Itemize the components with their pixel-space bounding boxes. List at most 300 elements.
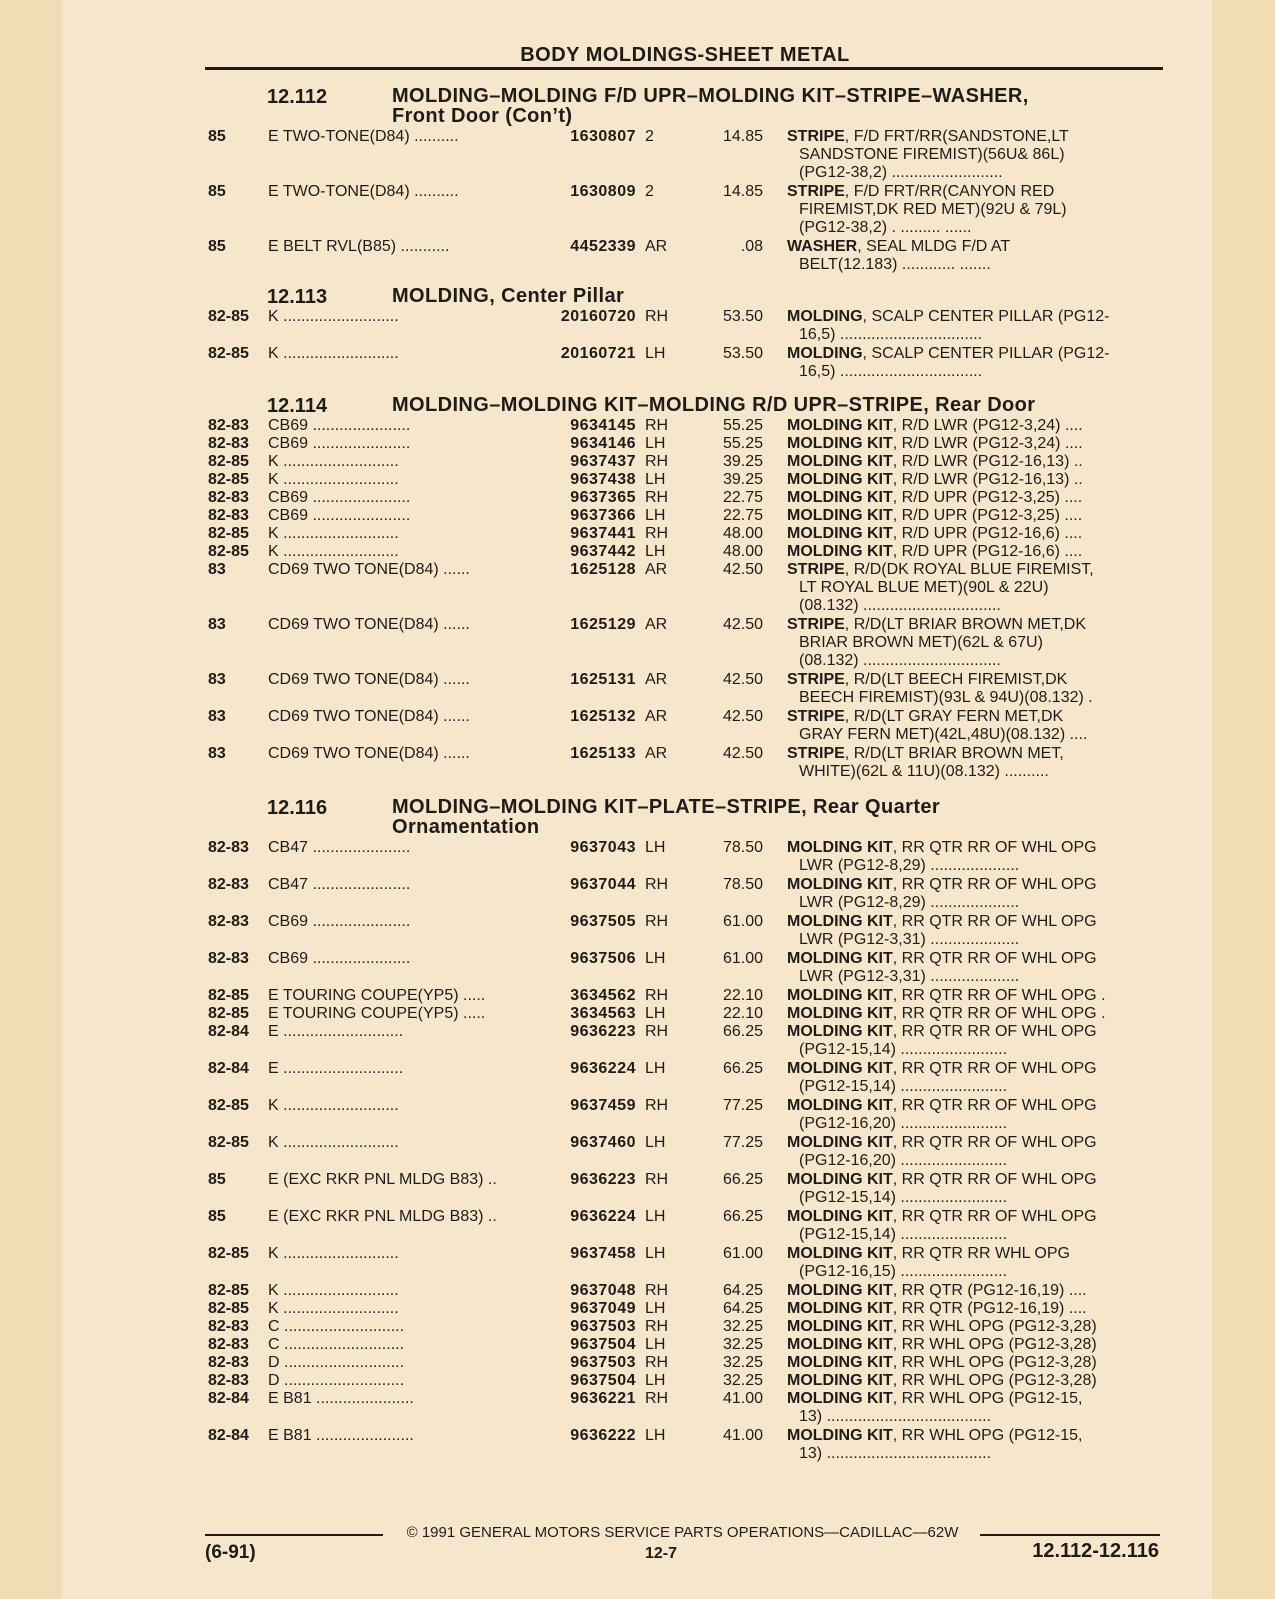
quantity: 2 — [645, 128, 654, 145]
price: 32.25 — [722, 1318, 763, 1335]
part-number: 1625131 — [570, 671, 636, 688]
quantity: LH — [645, 1208, 666, 1225]
part-number: 9637366 — [570, 507, 636, 524]
part-number: 9637048 — [570, 1282, 636, 1299]
quantity: RH — [645, 525, 669, 542]
section-title-line: Front Door (Con’t) — [392, 105, 573, 127]
model-code: C ........................... — [268, 1318, 405, 1335]
part-row — [205, 1097, 1165, 1133]
model-code: CB69 ...................... — [268, 489, 411, 506]
section-title — [392, 286, 1165, 306]
quantity: RH — [645, 489, 669, 506]
part-description — [787, 345, 1159, 381]
footer-date-code: (6-91) — [205, 1542, 256, 1563]
part-number: 9637504 — [570, 1372, 636, 1389]
quantity: RH — [645, 1171, 669, 1188]
model-year: 82-83 — [208, 507, 249, 524]
part-number: 1625128 — [570, 561, 636, 578]
description-line: MOLDING KIT, RR QTR RR OF WHL OPG — [787, 1097, 1097, 1114]
part-description — [787, 1427, 1159, 1463]
description-line: STRIPE, R/D(LT GRAY FERN MET,DK — [787, 708, 1064, 725]
model-code: E TWO-TONE(D84) .......... — [268, 183, 459, 200]
model-code: K .......................... — [268, 1300, 399, 1317]
part-description — [787, 543, 1159, 561]
quantity: LH — [645, 543, 666, 560]
model-code: CD69 TWO TONE(D84) ...... — [268, 561, 470, 578]
description-line: MOLDING KIT, RR QTR RR OF WHL OPG — [787, 1060, 1097, 1077]
part-row — [205, 543, 1165, 561]
description-line: (PG12-15,14) ........................ — [799, 1226, 1008, 1243]
section-title — [392, 395, 1165, 415]
part-description — [787, 913, 1159, 949]
description-line: MOLDING KIT, RR WHL OPG (PG12-3,28) — [787, 1372, 1097, 1389]
model-code: C ........................... — [268, 1336, 405, 1353]
part-number: 9637043 — [570, 839, 636, 856]
quantity: RH — [645, 987, 669, 1004]
model-code: D ........................... — [268, 1354, 405, 1371]
section-title-line: MOLDING–MOLDING F/D UPR–MOLDING KIT–STRIPE–WASHER, — [392, 85, 1029, 107]
part-row — [205, 183, 1165, 237]
description-line: (08.132) ............................... — [799, 597, 1001, 614]
part-row — [205, 1336, 1165, 1354]
price: 61.00 — [722, 950, 763, 967]
model-year: 82-85 — [208, 525, 249, 542]
quantity: RH — [645, 308, 669, 325]
quantity: AR — [645, 745, 668, 762]
part-row — [205, 1282, 1165, 1300]
section-title — [392, 797, 1165, 837]
section-number: 12.116 — [267, 797, 328, 819]
section-number: 12.113 — [267, 286, 328, 308]
price: 42.50 — [722, 708, 763, 725]
quantity: RH — [645, 876, 669, 893]
description-line: (08.132) ............................... — [799, 652, 1001, 669]
part-row — [205, 435, 1165, 453]
model-code: E ........................... — [268, 1023, 404, 1040]
part-description — [787, 708, 1159, 744]
description-line: (PG12-15,14) ........................ — [799, 1078, 1008, 1095]
description-line: MOLDING KIT, RR QTR RR OF WHL OPG . — [787, 987, 1106, 1004]
model-year: 82-83 — [208, 489, 249, 506]
section-number: 12.114 — [267, 395, 328, 417]
model-year: 85 — [208, 128, 226, 145]
price: 61.00 — [722, 1245, 763, 1262]
description-line: MOLDING KIT, RR WHL OPG (PG12-15, — [787, 1427, 1083, 1444]
model-code: E (EXC RKR PNL MLDG B83) .. — [268, 1208, 497, 1225]
model-code: E TOURING COUPE(YP5) ..... — [268, 987, 486, 1004]
part-number: 9637503 — [570, 1354, 636, 1371]
part-row — [205, 1245, 1165, 1281]
price: 42.50 — [722, 616, 763, 633]
model-code: D ........................... — [268, 1372, 405, 1389]
price: 64.25 — [722, 1300, 763, 1317]
part-number: 9636221 — [570, 1390, 636, 1407]
description-line: STRIPE, R/D(LT BEECH FIREMIST,DK — [787, 671, 1068, 688]
model-year: 82-83 — [208, 950, 249, 967]
quantity: LH — [645, 507, 666, 524]
price: 41.00 — [722, 1427, 763, 1444]
part-description — [787, 471, 1159, 489]
part-description — [787, 489, 1159, 507]
description-line: MOLDING, SCALP CENTER PILLAR (PG12- — [787, 308, 1110, 325]
description-line: LWR (PG12-3,31) .................... — [799, 931, 1020, 948]
description-line: MOLDING KIT, RR QTR RR OF WHL OPG — [787, 839, 1097, 856]
quantity: RH — [645, 1097, 669, 1114]
model-code: K .......................... — [268, 453, 399, 470]
model-year: 82-84 — [208, 1023, 249, 1040]
quantity: LH — [645, 1336, 666, 1353]
part-number: 9636223 — [570, 1171, 636, 1188]
description-line: MOLDING KIT, RR QTR RR WHL OPG — [787, 1245, 1070, 1262]
part-description — [787, 876, 1159, 912]
price: 41.00 — [722, 1390, 763, 1407]
price: 32.25 — [722, 1372, 763, 1389]
part-row — [205, 345, 1165, 381]
model-year: 82-85 — [208, 471, 249, 488]
description-line: MOLDING KIT, RR QTR RR OF WHL OPG — [787, 1208, 1097, 1225]
quantity: LH — [645, 1245, 666, 1262]
price: 39.25 — [722, 471, 763, 488]
part-description — [787, 1097, 1159, 1133]
price: 42.50 — [722, 561, 763, 578]
model-code: K .......................... — [268, 1097, 399, 1114]
model-code: K .......................... — [268, 1245, 399, 1262]
description-line: MOLDING KIT, R/D UPR (PG12-16,6) .... — [787, 525, 1083, 542]
part-number: 9637505 — [570, 913, 636, 930]
part-number: 9636223 — [570, 1023, 636, 1040]
model-year: 82-85 — [208, 308, 249, 325]
quantity: RH — [645, 417, 669, 434]
part-number: 1625132 — [570, 708, 636, 725]
quantity: LH — [645, 1134, 666, 1151]
quantity: RH — [645, 913, 669, 930]
part-number: 9637503 — [570, 1318, 636, 1335]
page-header-title: BODY MOLDINGS-SHEET METAL — [520, 44, 850, 66]
part-description — [787, 616, 1159, 670]
model-year: 82-85 — [208, 1005, 249, 1022]
section-heading — [205, 797, 1165, 837]
price: 55.25 — [722, 417, 763, 434]
description-line: WASHER, SEAL MLDG F/D AT — [787, 238, 1011, 255]
part-row — [205, 507, 1165, 525]
part-description — [787, 435, 1159, 453]
description-line: MOLDING KIT, RR QTR RR OF WHL OPG — [787, 1134, 1097, 1151]
part-description — [787, 1390, 1159, 1426]
description-line: LWR (PG12-8,29) .................... — [799, 894, 1020, 911]
part-number: 9637438 — [570, 471, 636, 488]
part-number: 9637459 — [570, 1097, 636, 1114]
model-year: 82-83 — [208, 1354, 249, 1371]
model-year: 82-84 — [208, 1427, 249, 1444]
model-code: CD69 TWO TONE(D84) ...... — [268, 708, 470, 725]
model-code: E B81 ...................... — [268, 1390, 414, 1407]
part-description — [787, 128, 1159, 182]
part-description — [787, 417, 1159, 435]
model-code: K .......................... — [268, 543, 399, 560]
description-line: MOLDING KIT, RR QTR RR OF WHL OPG — [787, 1171, 1097, 1188]
price: 48.00 — [722, 525, 763, 542]
description-line: LWR (PG12-8,29) .................... — [799, 857, 1020, 874]
part-description — [787, 561, 1159, 615]
price: 22.75 — [722, 507, 763, 524]
price: 53.50 — [722, 308, 763, 325]
price: 64.25 — [722, 1282, 763, 1299]
part-description — [787, 525, 1159, 543]
description-line: (PG12-16,20) ........................ — [799, 1152, 1008, 1169]
part-row — [205, 417, 1165, 435]
part-row — [205, 1208, 1165, 1244]
part-number: 20160721 — [560, 345, 636, 362]
description-line: STRIPE, R/D(LT BRIAR BROWN MET, — [787, 745, 1064, 762]
price: 42.50 — [722, 745, 763, 762]
description-line: MOLDING KIT, RR QTR RR OF WHL OPG — [787, 1023, 1097, 1040]
model-year: 82-83 — [208, 876, 249, 893]
description-line: MOLDING KIT, RR WHL OPG (PG12-15, — [787, 1390, 1083, 1407]
part-description — [787, 1318, 1159, 1336]
part-row — [205, 1390, 1165, 1426]
description-line: MOLDING KIT, RR QTR RR OF WHL OPG — [787, 876, 1097, 893]
part-row — [205, 913, 1165, 949]
section-title-line: MOLDING, Center Pillar — [392, 285, 625, 307]
price: 66.25 — [722, 1171, 763, 1188]
model-code: E (EXC RKR PNL MLDG B83) .. — [268, 1171, 497, 1188]
model-year: 82-83 — [208, 417, 249, 434]
part-description — [787, 308, 1159, 344]
price: 78.50 — [722, 876, 763, 893]
model-code: K .......................... — [268, 471, 399, 488]
model-year: 82-83 — [208, 1318, 249, 1335]
section-heading — [205, 86, 1165, 126]
model-year: 82-85 — [208, 1134, 249, 1151]
description-line: 16,5) ................................ — [799, 363, 983, 380]
description-line: (PG12-38,2) ......................... — [799, 164, 1003, 181]
part-row — [205, 616, 1165, 670]
quantity: RH — [645, 1318, 669, 1335]
part-description — [787, 1336, 1159, 1354]
description-line: (PG12-16,15) ........................ — [799, 1263, 1008, 1280]
description-line: MOLDING KIT, RR WHL OPG (PG12-3,28) — [787, 1336, 1097, 1353]
part-row — [205, 561, 1165, 615]
part-row — [205, 1372, 1165, 1390]
quantity: RH — [645, 1023, 669, 1040]
price: 61.00 — [722, 913, 763, 930]
model-code: K .......................... — [268, 308, 399, 325]
model-code: CB47 ...................... — [268, 839, 411, 856]
part-row — [205, 525, 1165, 543]
model-year: 82-85 — [208, 453, 249, 470]
quantity: AR — [645, 671, 668, 688]
footer-rule-left — [205, 1534, 383, 1536]
section-title-line: MOLDING–MOLDING KIT–MOLDING R/D UPR–STRIPE, Rear Door — [392, 394, 1036, 416]
part-row — [205, 308, 1165, 344]
description-line: (PG12-15,14) ........................ — [799, 1041, 1008, 1058]
part-row — [205, 1354, 1165, 1372]
model-code: E B81 ...................... — [268, 1427, 414, 1444]
model-code: CB47 ...................... — [268, 876, 411, 893]
part-number: 9636224 — [570, 1060, 636, 1077]
quantity: AR — [645, 561, 668, 578]
description-line: MOLDING KIT, RR QTR RR OF WHL OPG — [787, 950, 1097, 967]
footer-rule-right — [980, 1534, 1160, 1536]
part-number: 9634146 — [570, 435, 636, 452]
model-year: 82-85 — [208, 1245, 249, 1262]
model-year: 82-83 — [208, 1336, 249, 1353]
model-year: 83 — [208, 671, 226, 688]
price: 77.25 — [722, 1134, 763, 1151]
quantity: LH — [645, 1300, 666, 1317]
part-row — [205, 128, 1165, 182]
quantity: LH — [645, 1427, 666, 1444]
part-description — [787, 839, 1159, 875]
part-description — [787, 1282, 1159, 1300]
part-description — [787, 1300, 1159, 1318]
part-number: 9637044 — [570, 876, 636, 893]
part-description — [787, 1005, 1159, 1023]
description-line: MOLDING KIT, RR QTR (PG12-16,19) .... — [787, 1282, 1087, 1299]
section-heading — [205, 395, 1165, 415]
model-year: 82-85 — [208, 1097, 249, 1114]
part-row — [205, 671, 1165, 707]
description-line: 13) ..................................... — [799, 1445, 992, 1462]
part-number: 1625133 — [570, 745, 636, 762]
part-row — [205, 745, 1165, 781]
description-line: MOLDING, SCALP CENTER PILLAR (PG12- — [787, 345, 1110, 362]
price: 66.25 — [722, 1060, 763, 1077]
part-row — [205, 489, 1165, 507]
section-title-line: Ornamentation — [392, 816, 540, 838]
part-description — [787, 183, 1159, 237]
part-row — [205, 471, 1165, 489]
part-number: 1630807 — [570, 128, 636, 145]
part-number: 1625129 — [570, 616, 636, 633]
quantity: LH — [645, 435, 666, 452]
quantity: RH — [645, 1390, 669, 1407]
part-row — [205, 1005, 1165, 1023]
description-line: MOLDING KIT, RR WHL OPG (PG12-3,28) — [787, 1354, 1097, 1371]
description-line: SANDSTONE FIREMIST)(56U& 86L) — [799, 146, 1065, 163]
price: 66.25 — [722, 1208, 763, 1225]
footer-page-number: 12-7 — [645, 1545, 678, 1562]
model-year: 82-85 — [208, 345, 249, 362]
model-code: CB69 ...................... — [268, 507, 411, 524]
price: 32.25 — [722, 1336, 763, 1353]
model-year: 83 — [208, 561, 226, 578]
part-number: 9637049 — [570, 1300, 636, 1317]
description-line: 16,5) ................................ — [799, 326, 983, 343]
description-line: MOLDING KIT, R/D UPR (PG12-16,6) .... — [787, 543, 1083, 560]
price: .08 — [740, 238, 763, 255]
price: 22.10 — [722, 987, 763, 1004]
part-number: 20160720 — [560, 308, 636, 325]
model-code: E TWO-TONE(D84) .......... — [268, 128, 459, 145]
section-title — [392, 86, 1165, 126]
description-line: MOLDING KIT, RR QTR RR OF WHL OPG — [787, 913, 1097, 930]
part-description — [787, 1372, 1159, 1390]
quantity: LH — [645, 839, 666, 856]
price: 39.25 — [722, 453, 763, 470]
description-line: (PG12-38,2) . ......... ...... — [799, 219, 972, 236]
description-line: FIREMIST,DK RED MET)(92U & 79L) — [799, 201, 1067, 218]
model-year: 85 — [208, 183, 226, 200]
parts-sections — [205, 86, 1165, 1464]
part-description — [787, 507, 1159, 525]
part-row — [205, 1427, 1165, 1463]
description-line: GRAY FERN MET)(42L,48U)(08.132) .... — [799, 726, 1088, 743]
model-code: CB69 ...................... — [268, 417, 411, 434]
model-code: K .......................... — [268, 525, 399, 542]
price: 66.25 — [722, 1023, 763, 1040]
description-line: STRIPE, R/D(LT BRIAR BROWN MET,DK — [787, 616, 1086, 633]
part-number: 9634145 — [570, 417, 636, 434]
price: 42.50 — [722, 671, 763, 688]
part-row — [205, 708, 1165, 744]
model-year: 83 — [208, 616, 226, 633]
part-description — [787, 1171, 1159, 1207]
model-year: 82-85 — [208, 543, 249, 560]
part-row — [205, 1134, 1165, 1170]
price: 32.25 — [722, 1354, 763, 1371]
part-description — [787, 1023, 1159, 1059]
price: 14.85 — [722, 183, 763, 200]
section-number: 12.112 — [267, 86, 328, 108]
part-row — [205, 1318, 1165, 1336]
model-code: E TOURING COUPE(YP5) ..... — [268, 1005, 486, 1022]
model-year: 83 — [208, 745, 226, 762]
part-number: 3634562 — [570, 987, 636, 1004]
model-code: K .......................... — [268, 1282, 399, 1299]
model-code: CD69 TWO TONE(D84) ...... — [268, 671, 470, 688]
part-row — [205, 1060, 1165, 1096]
price: 22.75 — [722, 489, 763, 506]
part-number: 9637460 — [570, 1134, 636, 1151]
model-code: CD69 TWO TONE(D84) ...... — [268, 745, 470, 762]
model-code: K .......................... — [268, 1134, 399, 1151]
part-row — [205, 238, 1165, 274]
description-line: LT ROYAL BLUE MET)(90L & 22U) — [799, 579, 1049, 596]
part-description — [787, 1245, 1159, 1281]
description-line: MOLDING KIT, RR QTR (PG12-16,19) .... — [787, 1300, 1087, 1317]
part-row — [205, 1171, 1165, 1207]
description-line: MOLDING KIT, R/D LWR (PG12-16,13) .. — [787, 471, 1083, 488]
description-line: (PG12-15,14) ........................ — [799, 1189, 1008, 1206]
part-number: 1630809 — [570, 183, 636, 200]
part-description — [787, 1354, 1159, 1372]
section-title-line: MOLDING–MOLDING KIT–PLATE–STRIPE, Rear Quarter — [392, 796, 941, 818]
description-line: BRIAR BROWN MET)(62L & 67U) — [799, 634, 1043, 651]
quantity: LH — [645, 1005, 666, 1022]
part-description — [787, 1208, 1159, 1244]
description-line: MOLDING KIT, RR QTR RR OF WHL OPG . — [787, 1005, 1106, 1022]
description-line: WHITE)(62L & 11U)(08.132) .......... — [799, 763, 1049, 780]
model-year: 85 — [208, 1208, 226, 1225]
quantity: RH — [645, 453, 669, 470]
description-line: LWR (PG12-3,31) .................... — [799, 968, 1020, 985]
model-code: E ........................... — [268, 1060, 404, 1077]
part-row — [205, 950, 1165, 986]
description-line: 13) ..................................... — [799, 1408, 992, 1425]
part-number: 9637506 — [570, 950, 636, 967]
part-row — [205, 876, 1165, 912]
model-year: 82-84 — [208, 1060, 249, 1077]
description-line: MOLDING KIT, R/D LWR (PG12-3,24) .... — [787, 417, 1083, 434]
quantity: AR — [645, 708, 668, 725]
footer-copyright: © 1991 GENERAL MOTORS SERVICE PARTS OPERATIONS—CADILLAC—62W — [406, 1524, 959, 1541]
part-row — [205, 453, 1165, 471]
model-year: 82-84 — [208, 1390, 249, 1407]
model-code: CD69 TWO TONE(D84) ...... — [268, 616, 470, 633]
part-number: 9636224 — [570, 1208, 636, 1225]
quantity: RH — [645, 1282, 669, 1299]
